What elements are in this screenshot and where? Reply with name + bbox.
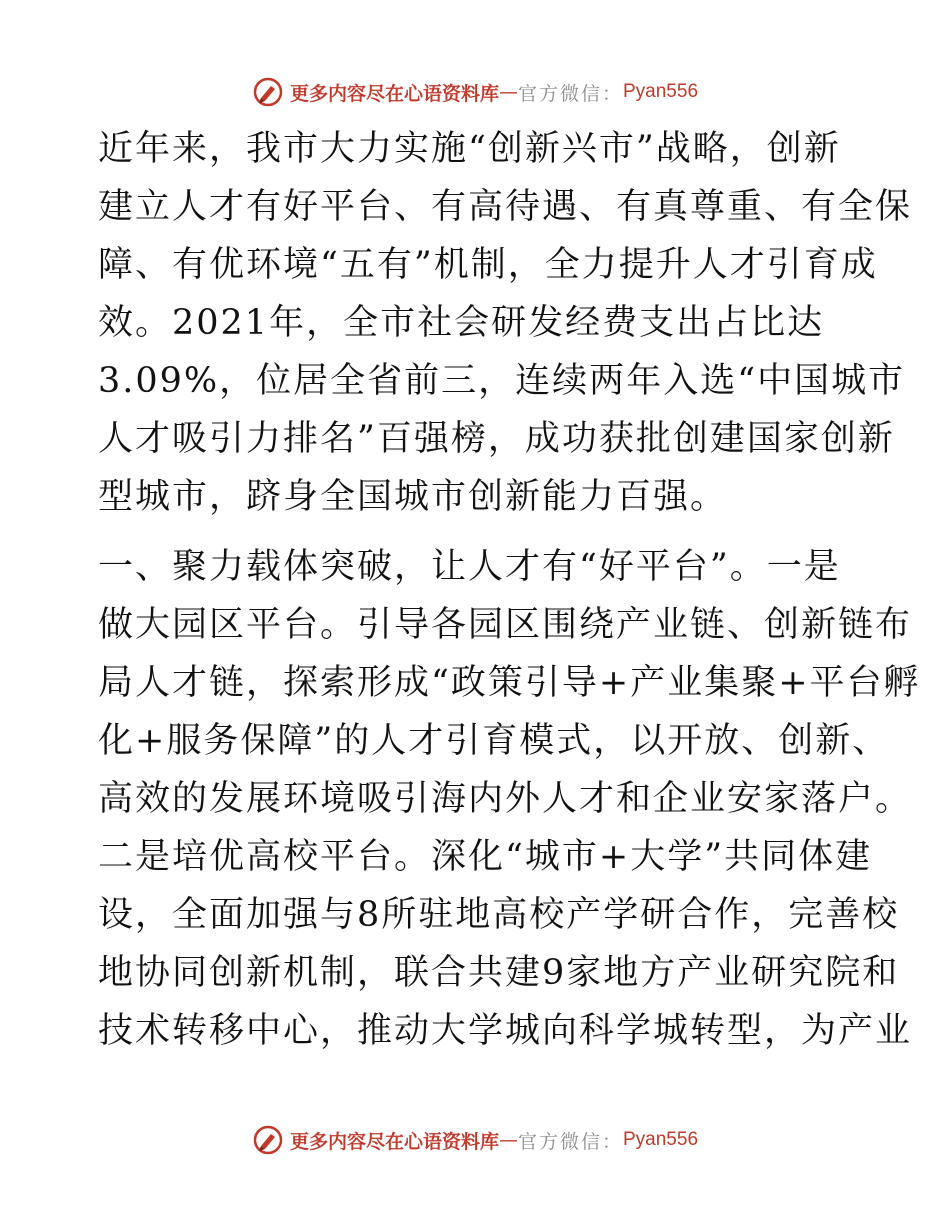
- text-line: 近年来，我市大力实施“创新兴市”战略，创新: [98, 129, 841, 169]
- watermark-wechat-id: Pyan556: [623, 81, 699, 102]
- text-line: 做大园区平台。引导各园区围绕产业链、创新链布: [98, 605, 913, 645]
- text-line: 二是培优高校平台。深化“城市+大学”共同体建: [98, 837, 873, 877]
- text-line: 一、聚力载体突破，让人才有“好平台”。一是: [98, 547, 841, 587]
- footer-watermark: [0, 1120, 950, 1160]
- watermark-official-label: 官方微信：: [517, 82, 623, 105]
- pen-nib-logo-icon: [252, 76, 284, 108]
- text-line: 3.09%，位居全省前三，连续两年入选“中国城市: [98, 361, 906, 401]
- text-line: 技术转移中心，推动大学城向科学城转型，为产业: [98, 1011, 913, 1051]
- watermark-title: 更多内容尽在心语资料库: [289, 1130, 499, 1153]
- watermark-dash: —: [498, 1129, 518, 1151]
- text-line: 人才吸引力排名”百强榜，成功获批创建国家创新: [98, 419, 895, 459]
- text-line: 建立人才有好平台、有高待遇、有真尊重、有全保: [98, 187, 913, 227]
- watermark-official-label: 官方微信：: [517, 1130, 623, 1153]
- text-line: 地协同创新机制，联合共建9家地方产业研究院和: [98, 953, 900, 993]
- watermark-wechat-id: Pyan556: [623, 1129, 699, 1150]
- text-line: 设，全面加强与8所驻地高校产学研合作，完善校: [98, 895, 900, 935]
- paragraph-intro: [98, 120, 913, 526]
- text-line: 型城市，跻身全国城市创新能力百强。: [98, 477, 728, 517]
- paragraph-gap: [98, 526, 858, 538]
- text-line: 高效的发展环境吸引海内外人才和企业安家落户。: [98, 779, 913, 819]
- text-line: 效。2021年，全市社会研发经费支出占比达: [98, 303, 825, 343]
- paragraph-section-one: [98, 538, 921, 1060]
- text-line: 障、有优环境“五有”机制，全力提升人才引育成: [98, 245, 878, 285]
- watermark-dash: —: [498, 81, 518, 103]
- document-body: [98, 120, 921, 1060]
- pen-nib-logo-icon: [252, 1124, 284, 1156]
- header-watermark: [0, 72, 950, 112]
- watermark-title: 更多内容尽在心语资料库: [289, 82, 499, 105]
- text-line: 化+服务保障”的人才引育模式，以开放、创新、: [98, 721, 890, 761]
- text-line: 局人才链，探索形成“政策引导+产业集聚+平台孵: [98, 663, 921, 703]
